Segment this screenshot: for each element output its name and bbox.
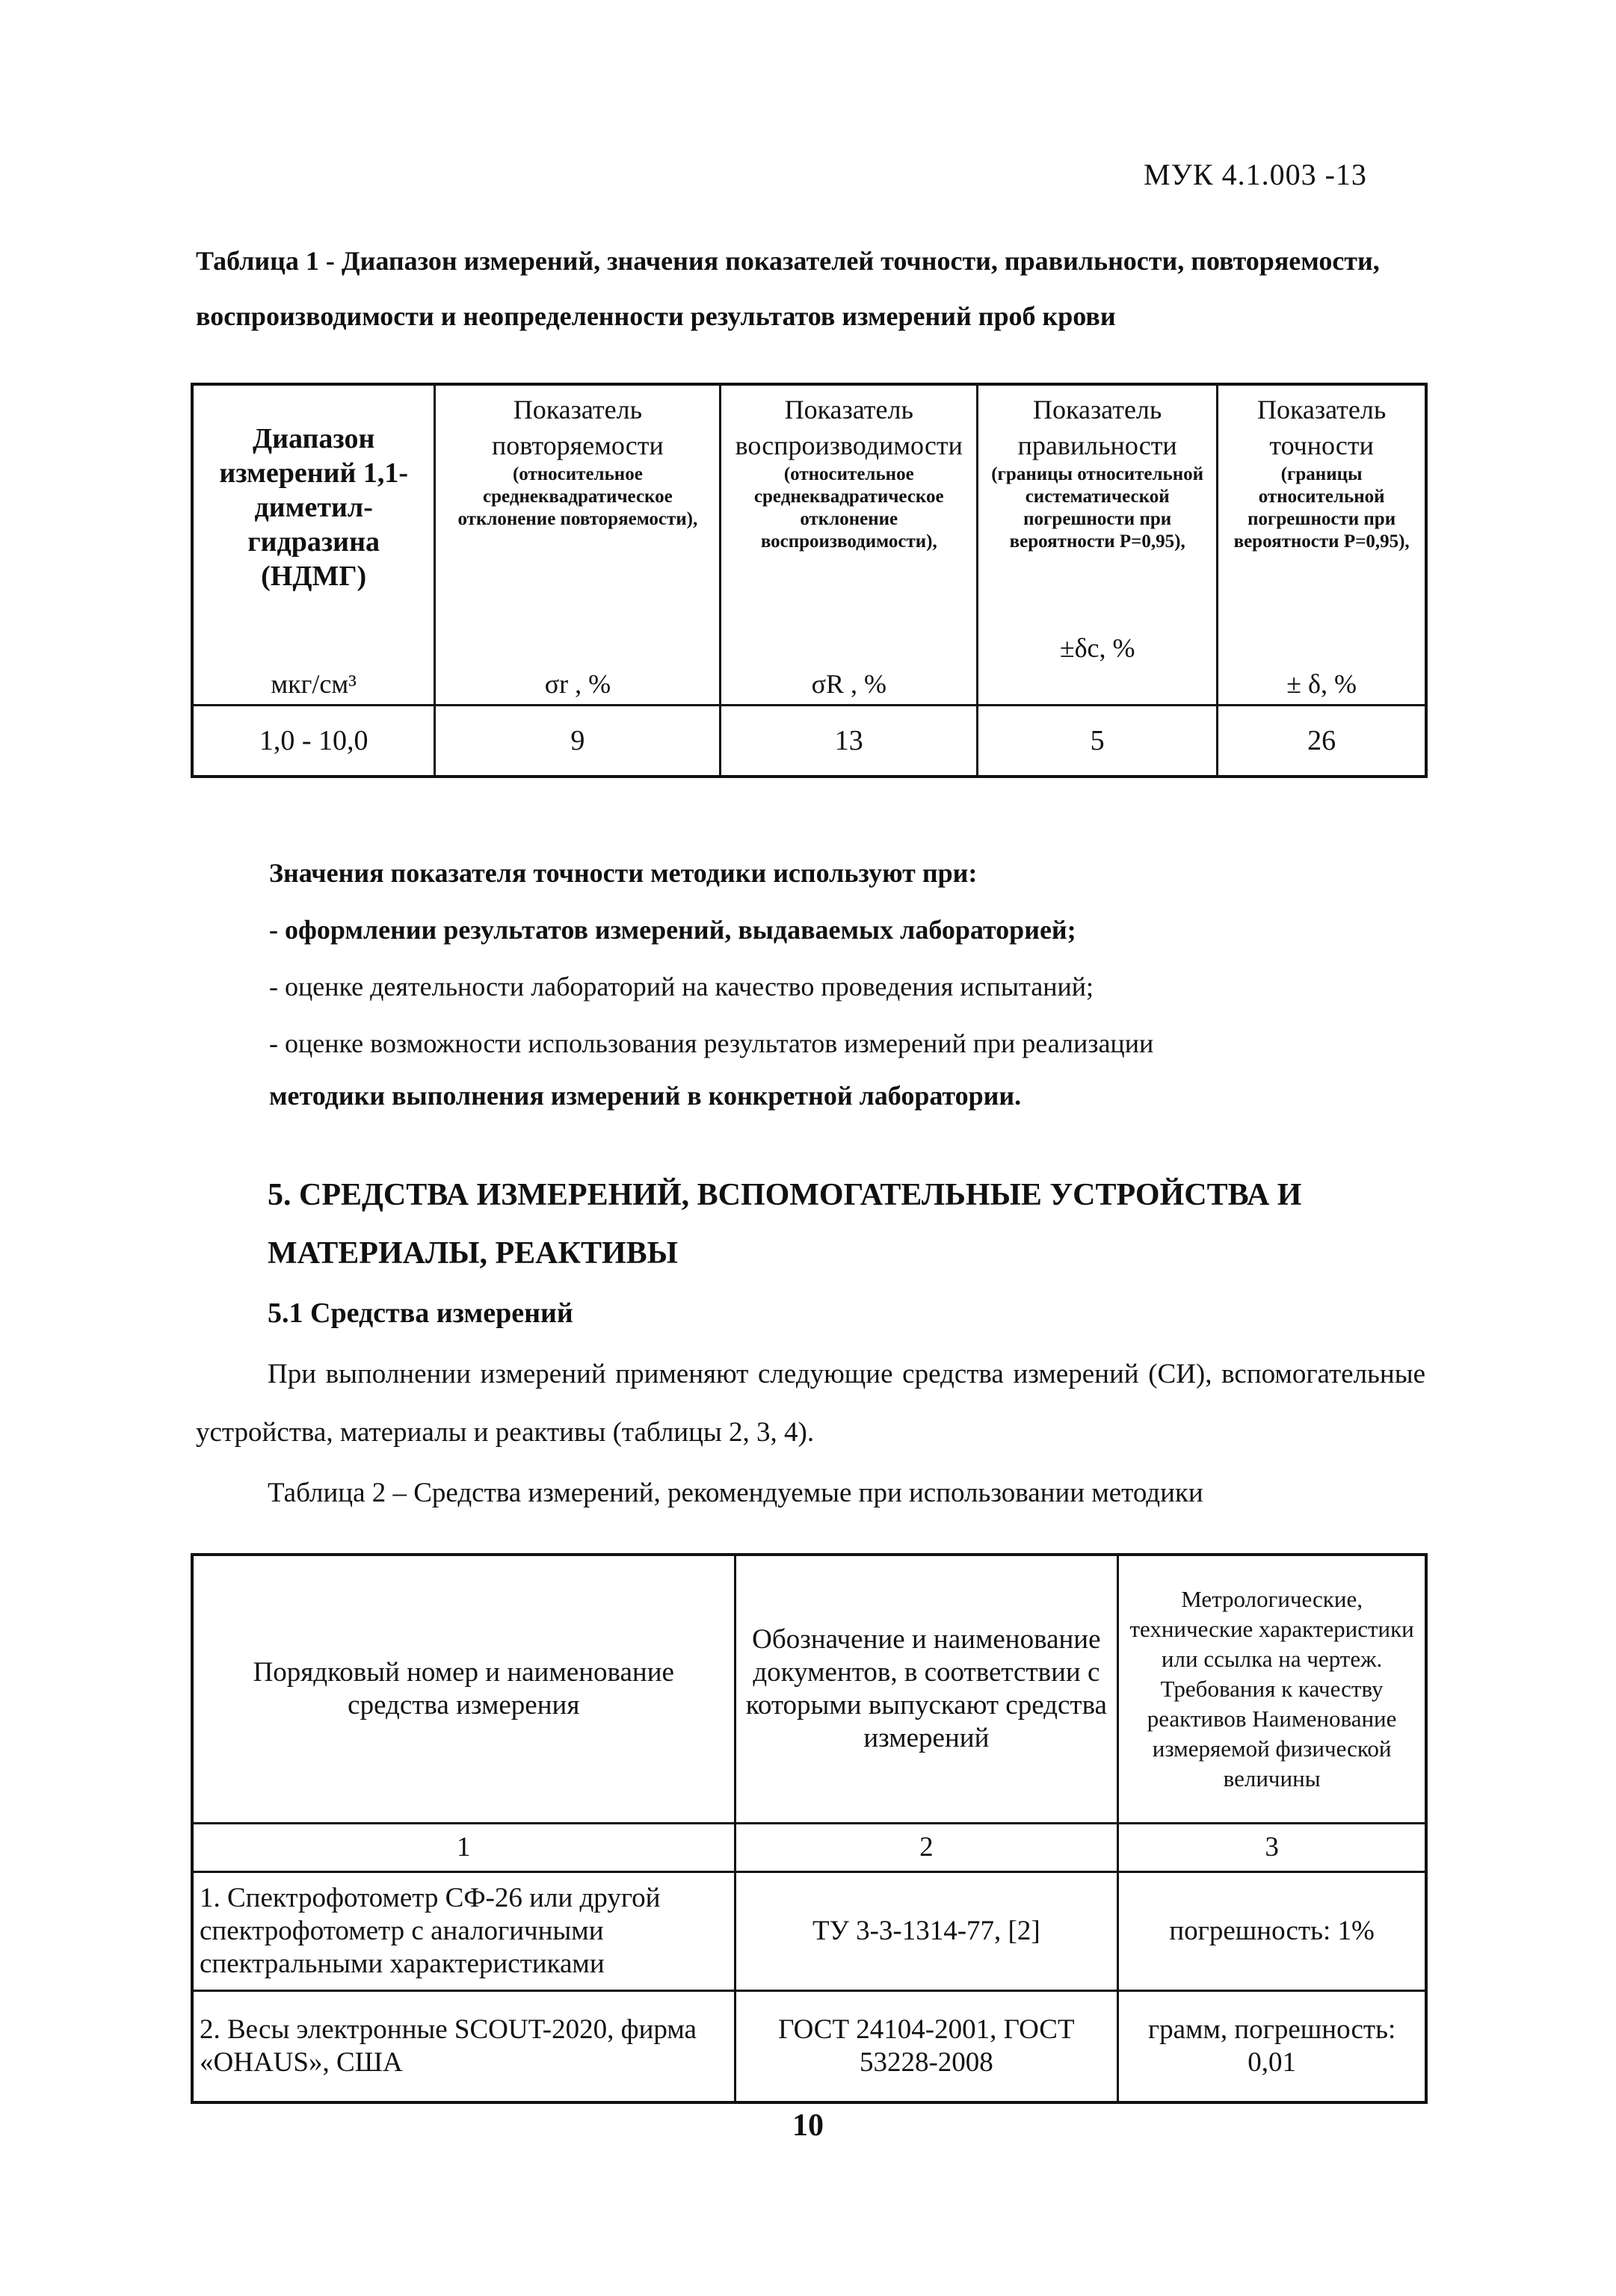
page-number: 10 xyxy=(792,2108,824,2143)
subsection-title: 5.1 Средства измерений xyxy=(268,1297,573,1329)
table1-col-subtitle: (границы относительной погрешности при вероятности Р=0,95), xyxy=(1233,464,1410,552)
table1-col-title: Показатель правильности xyxy=(1017,395,1177,460)
table1-cell: 26 xyxy=(1218,706,1426,777)
table2-header-cell: Метрологические, технические характеристики или ссылка на чертеж. Требования к качеству реактивов Наименование измеряемой физической величины xyxy=(1118,1555,1426,1824)
table2-cell: грамм, погрешность: 0,01 xyxy=(1118,1991,1426,2103)
usage-intro: Значения показателя точности методики используют при: xyxy=(269,858,978,888)
table1-data-row xyxy=(192,706,1426,777)
table2-header-row xyxy=(192,1555,1426,1824)
table2-header-cell: Обозначение и наименование документов, в соответствии с которыми выпускают средства измерений xyxy=(735,1555,1118,1824)
usage-item: - оценке деятельности лабораторий на качество проведения испытаний; xyxy=(269,972,1094,1002)
table2 xyxy=(191,1553,1428,2104)
table1-col-title: Показатель повторяемости xyxy=(491,395,664,460)
table1-header-cell xyxy=(192,384,435,706)
table1 xyxy=(191,383,1428,778)
table1-header-cell xyxy=(1218,384,1426,706)
table1-col-unit: ± δ, % xyxy=(1286,669,1357,699)
table2-row xyxy=(192,1872,1426,1991)
table1-header-row xyxy=(192,384,1426,706)
usage-item: - оценке возможности использования результатов измерений при реализации xyxy=(269,1028,1154,1058)
table1-header-cell xyxy=(721,384,978,706)
table1-caption: Таблица 1 - Диапазон измерений, значения показателей точности, правильности, повторяемости, воспроизводимости и неопределенности результатов измерений проб крови xyxy=(196,246,1380,331)
table2-cell: погрешность: 1% xyxy=(1118,1872,1426,1991)
table1-col-unit: σR , % xyxy=(811,669,886,699)
table1-col-title: Показатель точности xyxy=(1256,395,1387,460)
table1-header-cell xyxy=(978,384,1218,706)
table1-col-unit: ±δc, % xyxy=(1059,633,1135,663)
table1-cell: 1,0 - 10,0 xyxy=(192,706,435,777)
table2-number-cell: 2 xyxy=(735,1824,1118,1872)
document-code: МУК 4.1.003 -13 xyxy=(1144,158,1367,191)
table1-cell: 13 xyxy=(721,706,978,777)
table1-col-subtitle: (относительное среднеквадратическое отклонение повторяемости), xyxy=(457,464,698,529)
table1-col-title: Диапазон измерений 1,1-диметил-гидразина (НДМГ) xyxy=(219,423,409,592)
table1-col-subtitle: (границы относительной систематической погрешности при вероятности Р=0,95), xyxy=(991,464,1204,552)
section-body: При выполнении измерений применяют следующие средства измерений (СИ), вспомогательные устройства, материалы и реактивы (таблицы 2, 3, 4). xyxy=(196,1359,1425,1448)
usage-item: - оформлении результатов измерений, выдаваемых лабораторией; xyxy=(269,915,1076,945)
section-title: 5. СРЕДСТВА ИЗМЕРЕНИЙ, ВСПОМОГАТЕЛЬНЫЕ УСТРОЙСТВА И МАТЕРИАЛЫ, РЕАКТИВЫ xyxy=(268,1178,1302,1271)
table2-cell: 2. Весы электронные SCOUT-2020, фирма «OHAUS», США xyxy=(192,1991,735,2103)
table2-number-cell: 1 xyxy=(192,1824,735,1872)
table2-row xyxy=(192,1991,1426,2103)
table1-header-cell xyxy=(435,384,721,706)
table1-col-unit: мкг/см³ xyxy=(271,669,357,699)
table2-cell: ТУ 3-3-1314-77, [2] xyxy=(735,1872,1118,1991)
table1-cell: 9 xyxy=(435,706,721,777)
table2-number-cell: 3 xyxy=(1118,1824,1426,1872)
table2-header-cell: Порядковый номер и наименование средства измерения xyxy=(192,1555,735,1824)
table1-cell: 5 xyxy=(978,706,1218,777)
table1-col-title: Показатель воспроизводимости xyxy=(735,395,963,460)
table2-caption: Таблица 2 – Средства измерений, рекомендуемые при использовании методики xyxy=(268,1478,1203,1508)
table2-cell: ГОСТ 24104-2001, ГОСТ 53228-2008 xyxy=(735,1991,1118,2103)
table1-col-subtitle: (относительное среднеквадратическое отклонение воспроизводимости), xyxy=(753,464,944,552)
table1-col-unit: σr , % xyxy=(544,669,611,699)
usage-item: методики выполнения измерений в конкретной лаборатории. xyxy=(269,1081,1022,1111)
table2-cell: 1. Спектрофотометр СФ-26 или другой спектрофотометр с аналогичными спектральными характеристиками xyxy=(192,1872,735,1991)
table2-number-row xyxy=(192,1824,1426,1872)
